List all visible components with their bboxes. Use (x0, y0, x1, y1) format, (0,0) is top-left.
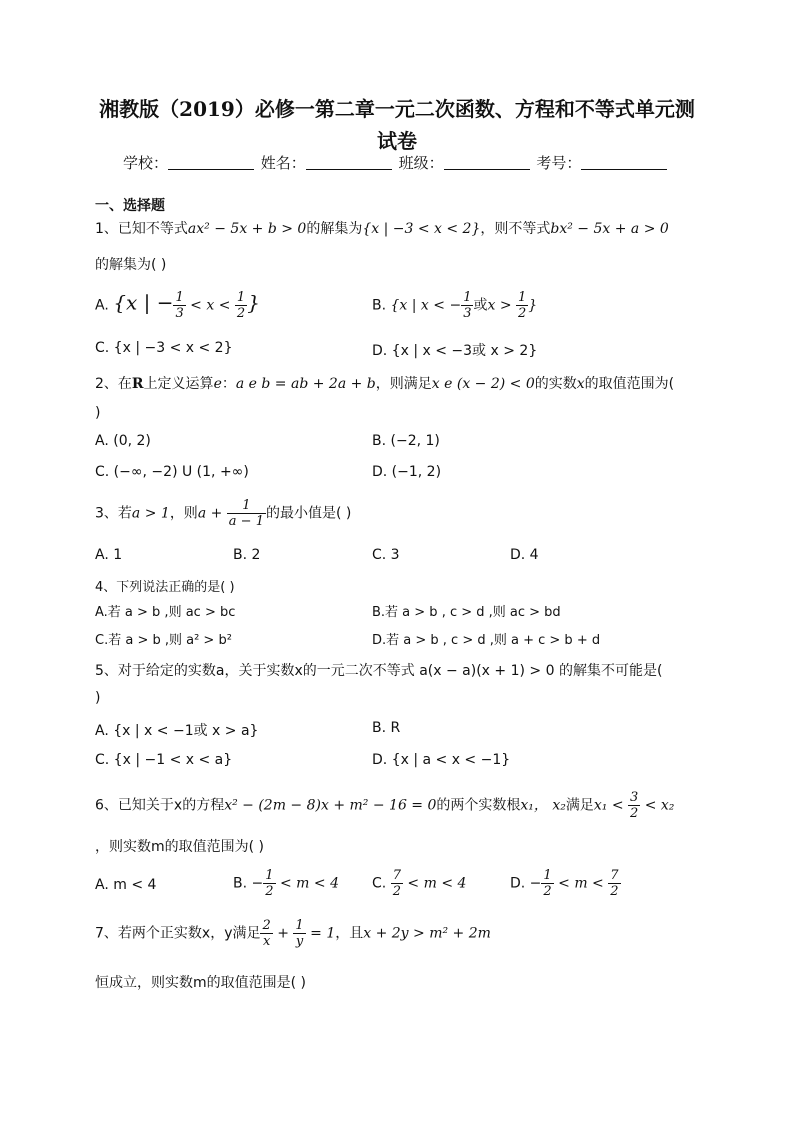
q5-option-a[interactable]: A. {x | x < −1或 x > a} (95, 723, 259, 739)
q5-stem: 5、对于给定的实数a，关于实数x的一元二次不等式 a(x − a)(x + 1) > 0 的解集不可能是( (95, 663, 663, 679)
q2-stem (95, 373, 674, 393)
frac-den: 2 (236, 306, 246, 321)
q3-option-b[interactable]: B. 2 (233, 547, 261, 563)
q5-stem-line2: ) (95, 690, 101, 706)
q6-d-pre: D. − (510, 875, 542, 892)
q1-a-frac1 (173, 290, 185, 321)
q1-stem (95, 218, 669, 238)
q1-option-b[interactable] (372, 290, 537, 321)
q6-d-frac1 (541, 868, 553, 899)
frac-den: 2 (543, 884, 552, 899)
q7-stem (95, 918, 491, 949)
frac-num: 1 (175, 290, 184, 305)
q1-b-label: B. (372, 297, 387, 314)
q2-prefix: 2、在 (95, 376, 132, 392)
school-label: 学校： (123, 154, 169, 172)
q6-d-mid: < m < (553, 875, 609, 892)
q1-a-frac2 (235, 290, 247, 321)
q3-option-c[interactable]: C. 3 (372, 547, 400, 563)
frac-den: 3 (463, 306, 472, 321)
q1-stem-line2: 的解集为( ) (95, 257, 167, 273)
q6-stem-line2: ，则实数m的取值范围为( ) (95, 839, 265, 855)
q4-option-d[interactable]: D.若 a > b , c > d ,则 a + c > b + d (372, 633, 601, 648)
q3-a: a + (197, 505, 227, 522)
frac-num: 7 (392, 868, 401, 883)
frac-den: a − 1 (228, 514, 264, 529)
q6-option-d[interactable] (510, 868, 621, 899)
q7-plus: + (272, 925, 294, 942)
q5-option-d[interactable]: D. {x | a < x < −1} (372, 752, 511, 768)
q6-c-post: < m < 4 (402, 875, 467, 892)
q1-a-label: A. (95, 297, 109, 314)
q1-b-post: } (528, 297, 538, 314)
q3-cond: a > 1 (131, 505, 170, 522)
frac-den: 2 (630, 806, 639, 821)
q1-b-frac2 (516, 290, 528, 321)
exam-title-line1: 湘教版（2019）必修一第二章一元二次函数、方程和不等式单元测 (99, 97, 695, 121)
q4-option-c[interactable]: C.若 a > b ,则 a² > b² (95, 633, 232, 648)
frac-num: 3 (630, 790, 639, 805)
frac-den: x (262, 934, 271, 949)
q1-a-mid: < x < (185, 297, 235, 314)
section-title: 一、选择题 (95, 198, 165, 214)
q2-option-b[interactable]: B. (−2, 1) (372, 433, 440, 449)
q7-text1: ，且 (335, 925, 364, 942)
q4-option-b[interactable]: B.若 a > b , c > d ,则 ac > bd (372, 605, 561, 620)
q7-frac2 (293, 918, 305, 949)
q1-mid: 的解集为 (306, 221, 363, 237)
q1-a-pre: {x | − (113, 290, 174, 315)
q1-b-mid: x > (487, 297, 517, 314)
q4-stem: 4、下列说法正确的是( ) (95, 580, 235, 595)
q6-text2: 满足 (565, 797, 594, 814)
q6-equation: x² − (2m − 8)x + m² − 16 = 0 (224, 797, 437, 814)
q7-prefix: 7、若两个正实数x，y满足 (95, 925, 261, 942)
q6-c-frac (391, 868, 403, 899)
q3-text2: 的最小值是( ) (265, 505, 352, 522)
q1-option-c[interactable]: C. {x | −3 < x < 2} (95, 340, 233, 356)
q6-frac (628, 790, 640, 821)
frac-num: 1 (227, 498, 266, 514)
q6-option-b[interactable] (233, 868, 339, 899)
q2-text4: 的实数 (534, 376, 577, 392)
q2-real-set: R (131, 376, 144, 392)
q1-mid2: ，则不等式 (480, 221, 551, 237)
exam-title-line2: 试卷 (377, 129, 417, 153)
q6-b-post: < m < 4 (275, 875, 339, 892)
q6-d-frac2 (608, 868, 620, 899)
frac-den: y (295, 934, 304, 949)
q1-b-frac1 (461, 290, 473, 321)
q7-stem-line2: 恒成立，则实数m的取值范围是( ) (95, 975, 307, 991)
q3-frac (227, 498, 266, 529)
frac-den: 2 (610, 884, 619, 899)
school-blank[interactable] (168, 153, 254, 170)
q3-prefix: 3、若 (95, 505, 132, 522)
q6-text1: 的两个实数根 (436, 797, 521, 814)
q1-option-d[interactable]: D. {x | x < −3或 x > 2} (372, 343, 538, 359)
q1-b-or: 或 (473, 297, 488, 314)
q7-eq: = 1 (305, 925, 336, 942)
frac-num: 1 (543, 868, 552, 883)
q6-option-c[interactable] (372, 868, 466, 899)
frac-num: 1 (518, 290, 527, 305)
q1-set: {x | −3 < x < 2} (362, 221, 481, 237)
q3-option-a[interactable]: A. 1 (95, 547, 123, 563)
q7-ineq: x + 2y > m² + 2m (363, 925, 491, 942)
q6-c-pre: C. (372, 875, 391, 892)
q2-x: x (576, 376, 585, 392)
q1-expr1: ax² − 5x + b > 0 (187, 221, 307, 237)
q1-prefix: 1、已知不等式 (95, 221, 188, 237)
frac-den: 2 (265, 884, 274, 899)
frac-num: 1 (265, 868, 274, 883)
class-blank[interactable] (444, 153, 530, 170)
name-blank[interactable] (306, 153, 392, 170)
frac-num: 7 (610, 868, 619, 883)
q2-text2: ： (221, 376, 236, 392)
q2-option-d[interactable]: D. (−1, 2) (372, 464, 442, 480)
frac-num: 1 (463, 290, 472, 305)
q6-c2: < x₂ (640, 797, 675, 814)
frac-num: 2 (262, 918, 271, 933)
number-label: 考号： (536, 154, 582, 172)
q3-option-d[interactable]: D. 4 (510, 547, 539, 563)
q3-stem (95, 498, 351, 529)
q2-def: a e b = ab + 2a + b (235, 376, 376, 392)
number-blank[interactable] (581, 153, 667, 170)
q1-expr2: bx² − 5x + a > 0 (550, 221, 669, 237)
q6-stem (95, 790, 674, 821)
q2-text1: 上定义运算 (143, 376, 214, 392)
q6-b-frac (263, 868, 275, 899)
q7-frac1 (260, 918, 272, 949)
q2-text5: 的取值范围为( (584, 376, 675, 392)
q6-c1: x₁ < (593, 797, 628, 814)
q6-b-pre: B. − (233, 875, 264, 892)
q1-option-a[interactable] (95, 290, 260, 321)
q6-prefix: 6、已知关于x的方程 (95, 797, 225, 814)
q5-option-c[interactable]: C. {x | −1 < x < a} (95, 752, 233, 768)
frac-num: 1 (236, 290, 246, 305)
q1-b-pre: {x | x < − (390, 297, 462, 314)
frac-den: 3 (175, 306, 184, 321)
q2-option-c[interactable]: C. (−∞, −2) U (1, +∞) (95, 464, 249, 480)
q2-text3: ，则满足 (375, 376, 432, 392)
name-label: 姓名： (260, 154, 306, 172)
class-label: 班级： (398, 154, 444, 172)
frac-den: 2 (518, 306, 527, 321)
q4-option-a[interactable]: A.若 a > b ,则 ac > bc (95, 605, 236, 620)
frac-den: 2 (392, 884, 401, 899)
q2-ineq: x e (x − 2) < 0 (431, 376, 535, 392)
q6-option-a[interactable]: A. m < 4 (95, 877, 157, 893)
q2-stem-line2: ) (95, 405, 101, 421)
student-info-row (123, 152, 669, 173)
q2-option-a[interactable]: A. (0, 2) (95, 433, 151, 449)
q5-option-b[interactable]: B. R (372, 720, 401, 736)
frac-num: 1 (295, 918, 304, 933)
q2-op: e (213, 376, 222, 392)
q3-text1: ，则 (169, 505, 198, 522)
q1-a-post: } (247, 290, 260, 315)
q6-roots: x₁， x₂ (520, 797, 566, 814)
